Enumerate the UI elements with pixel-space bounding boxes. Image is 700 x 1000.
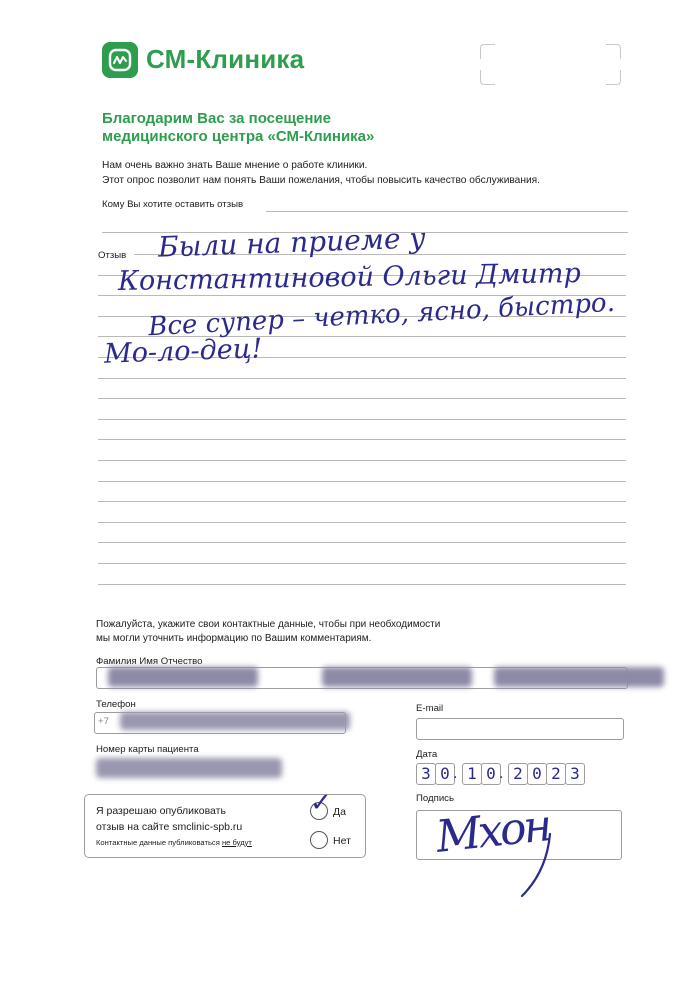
review-handwritten-line-2: Константиновой Ольги Дмитр [117,257,582,298]
review-label: Отзыв [98,250,127,261]
review-rule-line [98,522,626,523]
contact-request-line-1: Пожалуйста, укажите свои контактные данные, чтобы при необходимости [96,619,441,630]
date-digit-box[interactable]: 2 [546,763,566,785]
date-separator: . [453,766,458,782]
date-digit-box[interactable]: 0 [527,763,547,785]
recipient-label: Кому Вы хотите оставить отзыв [102,199,244,210]
phone-prefix: +7 [98,716,109,727]
email-label: E-mail [416,703,444,714]
review-rule-line [98,398,626,399]
fio-label: Фамилия Имя Отчество [96,656,203,667]
consent-line-1: Я разрешаю опубликовать [96,805,226,817]
corner-mark-bl [480,70,495,85]
phone-redacted [120,712,350,730]
review-rule-line [98,501,626,502]
date-label: Дата [416,749,438,760]
fio-redacted-2 [322,667,472,687]
review-handwritten-line-1: Были на приеме у [157,221,427,264]
email-field[interactable] [416,718,624,740]
date-digit-box[interactable]: 2 [508,763,528,785]
card-redacted [96,758,282,778]
review-rule-line [98,481,626,482]
contact-request-text [96,618,440,646]
page-title-line-1: Благодарим Вас за посещение [102,110,331,127]
signature-label: Подпись [416,793,454,804]
date-digit-box[interactable]: 0 [481,763,501,785]
review-handwritten-line-3: Все супер – четко, ясно, быстро. [147,287,616,343]
contact-request-line-2: мы могли уточнить информацию по Вашим комментариям. [96,633,372,644]
review-rule-line [98,439,626,440]
page-title [102,110,374,146]
intro-line-2: Этот опрос позволит нам понять Ваши пожелания, чтобы повысить качество обслуживания. [102,175,541,186]
logo-text: СМ-Клиника [146,44,305,74]
review-handwritten-line-4: Мо-ло-дец! [103,333,263,370]
page-title-line-2: медицинского центра «СМ-Клиника» [102,128,375,145]
date-digit-box[interactable]: 0 [435,763,455,785]
review-rule-line [98,460,626,461]
corner-mark-tl [480,44,495,59]
consent-yes-label: Да [333,806,346,818]
signature-tail-icon [500,830,560,900]
date-digit-box[interactable]: 1 [462,763,482,785]
date-separator: . [499,766,504,782]
date-digit-box[interactable]: 3 [565,763,585,785]
signature-handwritten: Мхон [433,800,552,863]
consent-no-radio[interactable] [310,831,328,849]
recipient-line[interactable] [266,211,628,212]
consent-yes-checkmark: ✓ [310,788,332,818]
consent-line-2: отзыв на сайте smclinic-spb.ru [96,821,243,833]
review-rule-line [98,542,626,543]
phone-label: Телефон [96,699,136,710]
consent-text [96,803,242,835]
intro-line-1: Нам очень важно знать Ваше мнение о работе клиники. [102,160,368,171]
consent-note [96,838,252,847]
fio-redacted-1 [108,667,258,687]
consent-note-underlined: не будут [221,838,252,847]
card-label: Номер карты пациента [96,744,199,755]
review-rule-line [98,378,626,379]
corner-mark-tr [606,44,621,59]
corner-mark-br [606,70,621,85]
consent-no-label: Нет [333,835,351,847]
consent-note-text: Контактные данные публиковаться [96,838,222,847]
date-digit-box[interactable]: 3 [416,763,436,785]
logo-icon [102,42,138,78]
review-rule-line [98,584,626,585]
review-rule-line [98,419,626,420]
fio-redacted-3 [494,667,664,687]
intro-text [102,158,540,188]
review-rule-line [98,563,626,564]
